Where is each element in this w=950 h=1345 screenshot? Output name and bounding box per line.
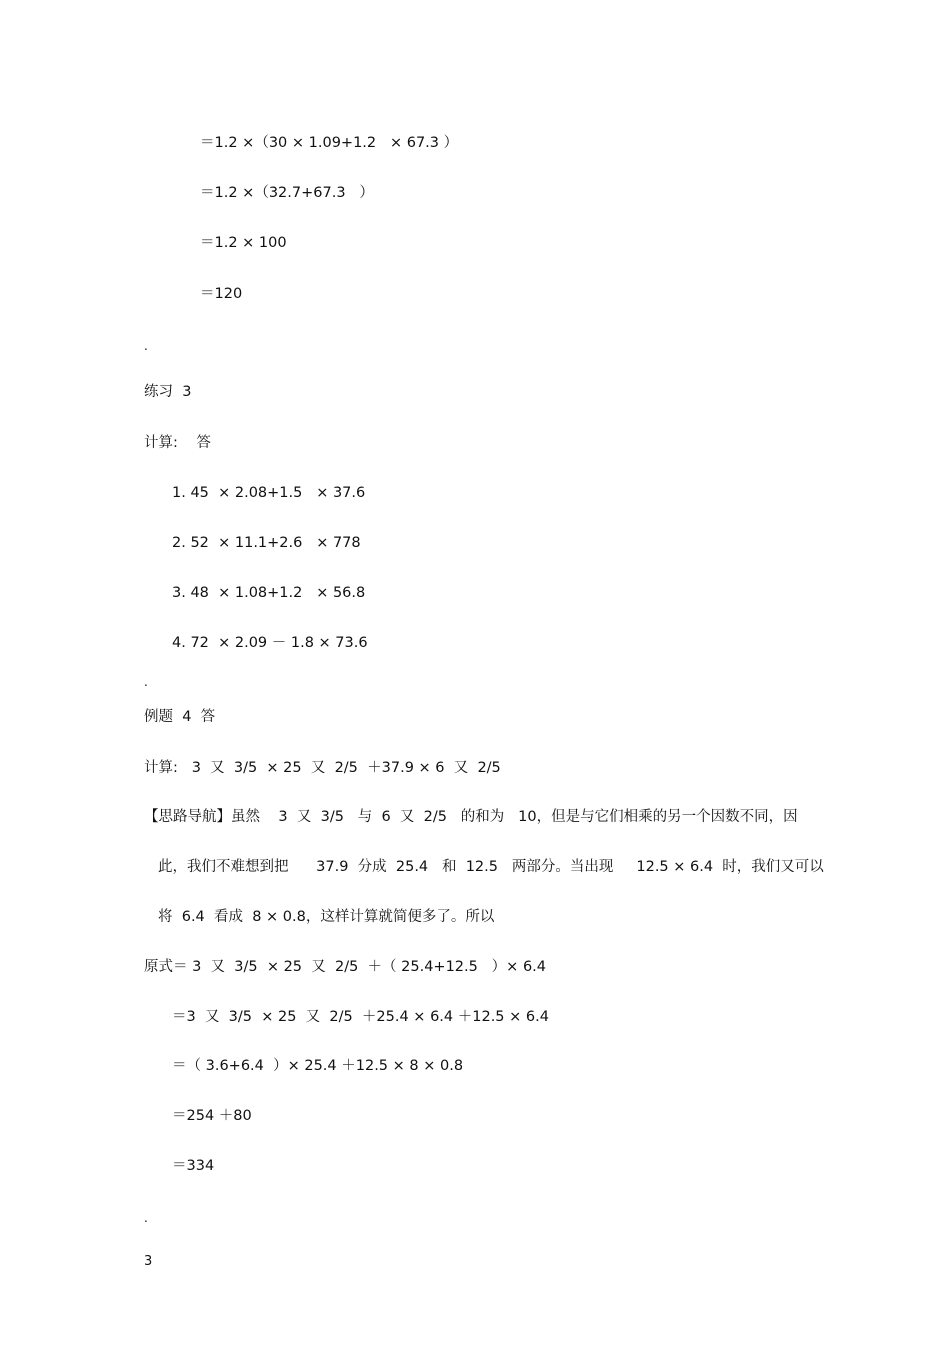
exercise-prompt: 计算: 答 (144, 435, 211, 451)
hint-line-2: 此，我们不难想到把 37.9 分成 25.4 和 12.5 两部分。当出现 12.5 × 6.4 时，我们又可以 (158, 859, 824, 875)
example-title: 例题 4 答 (144, 709, 216, 725)
solution-step-1: ＝3 又 3/5 × 25 又 2/5 ＋25.4 × 6.4 ＋12.5 × 6.4 (172, 1009, 549, 1025)
separator-dot-3: . (144, 1211, 148, 1225)
exercise-problem-3: 3. 48 × 1.08+1.2 × 56.8 (172, 585, 366, 601)
top-step-2: ＝1.2 ×（32.7+67.3 ） (200, 185, 374, 201)
top-step-3: ＝1.2 × 100 (200, 235, 287, 251)
solution-first-line: 原式＝ 3 又 3/5 × 25 又 2/5 ＋（ 25.4+12.5 ）× 6.4 (144, 959, 546, 975)
example-prompt: 计算: 3 又 3/5 × 25 又 2/5 ＋37.9 × 6 又 2/5 (144, 760, 501, 776)
separator-dot-1: . (144, 339, 148, 353)
top-step-1: ＝1.2 ×（30 × 1.09+1.2 × 67.3 ） (200, 135, 459, 151)
hint-line-3: 将 6.4 看成 8 × 0.8，这样计算就简便多了。所以 (158, 909, 495, 925)
solution-step-3: ＝254 ＋80 (172, 1108, 252, 1124)
solution-step-4: ＝334 (172, 1158, 215, 1174)
exercise-problem-1: 1. 45 × 2.08+1.5 × 37.6 (172, 485, 366, 501)
exercise-problem-4: 4. 72 × 2.09 － 1.8 × 73.6 (172, 635, 368, 651)
separator-dot-2: . (144, 675, 148, 689)
page-number: 3 (144, 1254, 153, 1269)
top-step-4: ＝120 (200, 286, 243, 302)
hint-line-1: 【思路导航】虽然 3 又 3/5 与 6 又 2/5 的和为 10，但是与它们相乘的另一个因数不同，因 (144, 809, 798, 825)
solution-step-2: ＝（ 3.6+6.4 ）× 25.4 ＋12.5 × 8 × 0.8 (172, 1058, 464, 1074)
exercise-problem-2: 2. 52 × 11.1+2.6 × 778 (172, 535, 361, 551)
exercise-title: 练习 3 (144, 384, 192, 400)
